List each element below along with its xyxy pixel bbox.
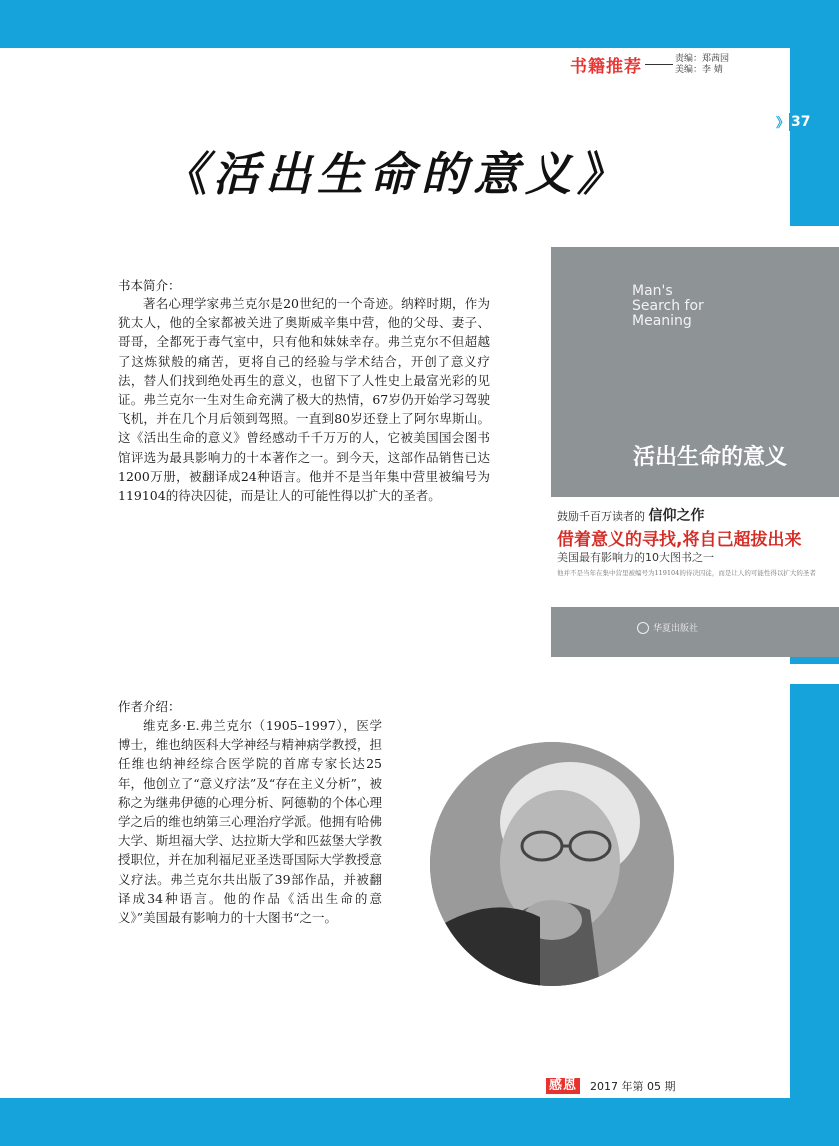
cover-chinese-title: 活出生命的意义	[633, 445, 788, 470]
editor-line: 责编：郑茜园	[675, 53, 730, 64]
cover-small-text: 他并不是当年在集中营里被编号为119104的待决囚徒，而是让人的可能性得以扩大的圣者	[557, 569, 816, 577]
book-cover	[551, 247, 839, 657]
book-title: 《活出生命的意义》	[161, 147, 629, 201]
right-edge-bar-lower	[790, 684, 839, 1098]
editor-credits	[675, 54, 729, 76]
cover-tagline	[557, 505, 705, 525]
cover-english-title: Man's Search for Meaning	[632, 283, 704, 329]
cover-bottom-panel	[551, 607, 839, 657]
portrait-illustration	[430, 742, 674, 986]
intro-text: 著名心理学家弗兰克尔是20世纪的一个奇迹。纳粹时期，作为犹太人，他的全家都被关进了奥斯威辛集中营，他的父母、妻子、哥哥，全都死于毒气室中，只有他和妹妹幸存。弗兰克尔不但超越了这炼狱般的痛苦，更将自己的经验与学术结合，开创了意义疗法，替人们找到绝处再生的意义，也留下了人性史上最富光彩的见证。弗兰克尔一生对生命充满了极大的热情，67岁仍开始学习驾驶飞机，并在几个月后领到驾照。一直到80岁还登上了阿尔卑斯山。这《活出生命的意义》曾经感动千千万万的人，它被美国国会图书馆评选为最具影响力的十本著作之一。到今天，这部作品销售已达1200万册，被翻译成24种语言。他并不是当年集中营里被编号为119104的待决囚徒，而是让人的可能性得以扩大的圣者。	[118, 296, 490, 504]
section-divider	[645, 64, 673, 65]
magazine-logo: 感恩	[546, 1078, 580, 1094]
author-label: 作者介绍：	[118, 699, 181, 714]
publisher-name: 华夏出版社	[653, 624, 699, 634]
cover-slogan: 借着意义的寻找,将自己超拔出来	[557, 530, 802, 550]
author-text: 维克多·E.弗兰克尔（1905–1997），医学博士，维也纳医科大学神经与精神病学教授，担任维也纳神经综合医学院的首席专家长达25年，他创立了“意义疗法”及“存在主义分析”，被称之为继弗伊德的心理分析、阿德勒的个体心理学之后的维也纳第三心理治疗学派。他拥有哈佛大学、斯坦福大学、达拉斯大学和匹兹堡大学教授职位，并在加利福尼亚圣迭哥国际大学教授意义疗法。弗兰克尔共出版了39部作品，并被翻译成34种语言。他的作品《活出生命的意义》”美国最有影响力的十大图书“之一。	[118, 718, 382, 926]
section-title: 书籍推荐	[570, 57, 642, 77]
cover-tagline-prefix: 鼓励千百万读者的	[557, 510, 645, 523]
page-number	[776, 112, 815, 131]
section-header	[570, 52, 729, 77]
footer	[546, 1078, 676, 1094]
cover-ranking-note: 美国最有影响力的10大图书之一	[557, 551, 714, 564]
bottom-color-band	[0, 1098, 839, 1146]
publisher-logo-icon	[637, 622, 649, 634]
top-color-band	[0, 0, 839, 48]
cover-top-panel	[551, 247, 839, 497]
cover-middle-panel	[551, 497, 839, 607]
intro-label: 书本简介：	[118, 278, 181, 293]
issue-label: 2017 年第 05 期	[590, 1080, 676, 1093]
cover-publisher	[637, 621, 698, 634]
designer-line: 美编：李 婧	[675, 64, 723, 75]
author-portrait	[430, 742, 674, 986]
page-chevron-icon: 》	[776, 116, 790, 131]
page-number-value: 37	[789, 113, 814, 131]
cover-tagline-emphasis: 信仰之作	[648, 508, 705, 524]
